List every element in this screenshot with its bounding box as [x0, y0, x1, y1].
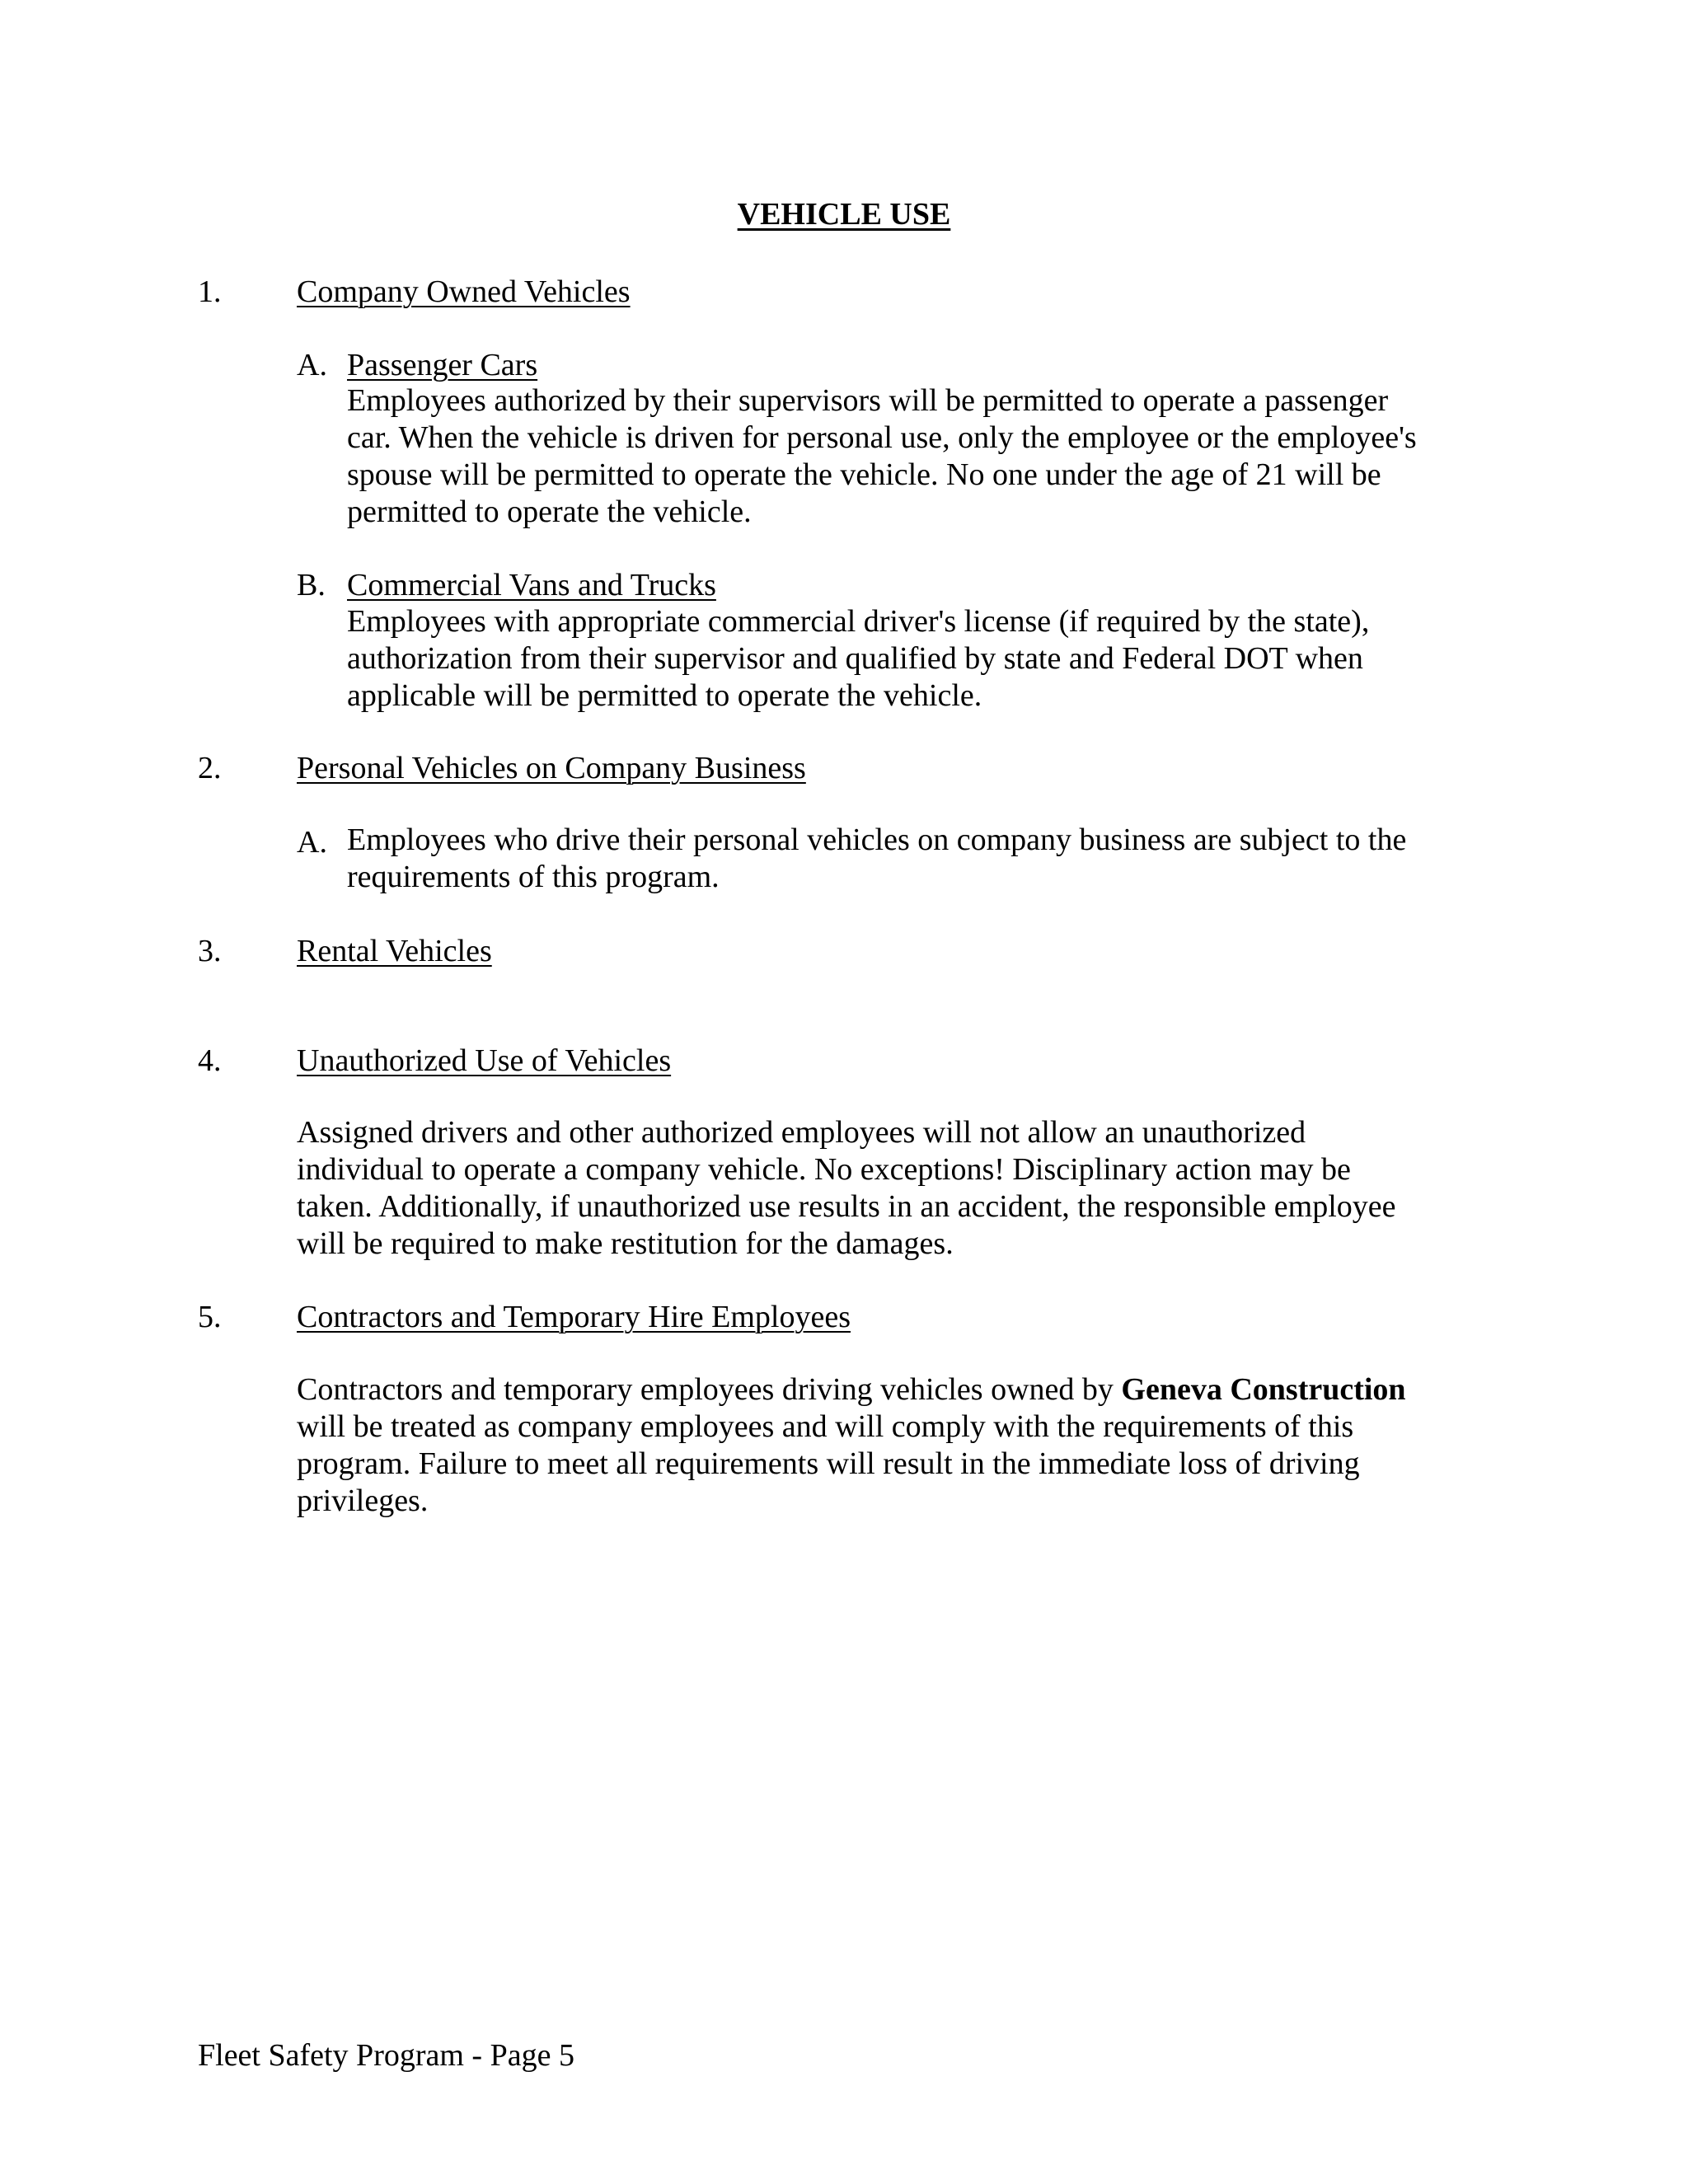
section-5-line: privileges. [297, 1483, 429, 1518]
section-4-line: individual to operate a company vehicle. No exceptions! Disciplinary action may be [297, 1152, 1351, 1187]
section-5-number: 5. [198, 1300, 222, 1334]
section-4-line: Assigned drivers and other authorized employees will not allow an unauthorized [297, 1115, 1306, 1150]
section-2a-line: requirements of this program. [347, 860, 720, 894]
section-2-heading: Personal Vehicles on Company Business [297, 751, 806, 785]
section-5-heading: Contractors and Temporary Hire Employees [297, 1300, 851, 1334]
section-2-number: 2. [198, 751, 222, 785]
section-2a-line: Employees who drive their personal vehicles on company business are subject to the [347, 823, 1407, 857]
section-1b-line: applicable will be permitted to operate the vehicle. [347, 678, 982, 713]
section-5-body [297, 1371, 1492, 1520]
section-1b-letter: B. [297, 568, 326, 602]
section-3-number: 3. [198, 934, 222, 968]
section-4-heading: Unauthorized Use of Vehicles [297, 1043, 672, 1078]
section-2a-body [347, 822, 1493, 896]
section-1a-line: car. When the vehicle is driven for personal use, only the employee or the employee's [347, 420, 1417, 455]
company-name: Geneva Construction [1121, 1372, 1406, 1407]
section-4-line: will be required to make restitution for the damages. [297, 1226, 954, 1261]
section-2a-letter: A. [297, 825, 327, 860]
section-1-heading: Company Owned Vehicles [297, 274, 631, 309]
page-footer: Fleet Safety Program - Page 5 [198, 2038, 574, 2073]
page-title: VEHICLE USE [737, 197, 951, 232]
section-1b-body [347, 603, 1493, 715]
section-1a-line: Employees authorized by their supervisors will be permitted to operate a passenger [347, 383, 1389, 418]
section-4-body [297, 1114, 1492, 1263]
section-5-line-prefix: Contractors and temporary employees driving vehicles owned by [297, 1372, 1122, 1407]
section-4-line: taken. Additionally, if unauthorized use results in an accident, the responsible employee [297, 1189, 1396, 1224]
section-5-first-line [297, 1371, 1492, 1408]
section-5-line: will be treated as company employees and will comply with the requirements of this [297, 1409, 1354, 1444]
section-1a-body [347, 382, 1493, 531]
section-1a-letter: A. [297, 348, 327, 382]
section-1a-line: spouse will be permitted to operate the vehicle. No one under the age of 21 will be [347, 457, 1381, 492]
section-3-heading: Rental Vehicles [297, 934, 492, 968]
section-1a-line: permitted to operate the vehicle. [347, 494, 752, 529]
section-1b-heading: Commercial Vans and Trucks [347, 568, 716, 602]
section-5-line: program. Failure to meet all requirements will result in the immediate loss of driving [297, 1446, 1360, 1481]
section-1a-heading: Passenger Cars [347, 348, 538, 382]
section-4-number: 4. [198, 1043, 222, 1078]
section-1b-line: Employees with appropriate commercial driver's license (if required by the state), [347, 604, 1370, 639]
section-1-number: 1. [198, 274, 222, 309]
section-1b-line: authorization from their supervisor and qualified by state and Federal DOT when [347, 641, 1363, 676]
